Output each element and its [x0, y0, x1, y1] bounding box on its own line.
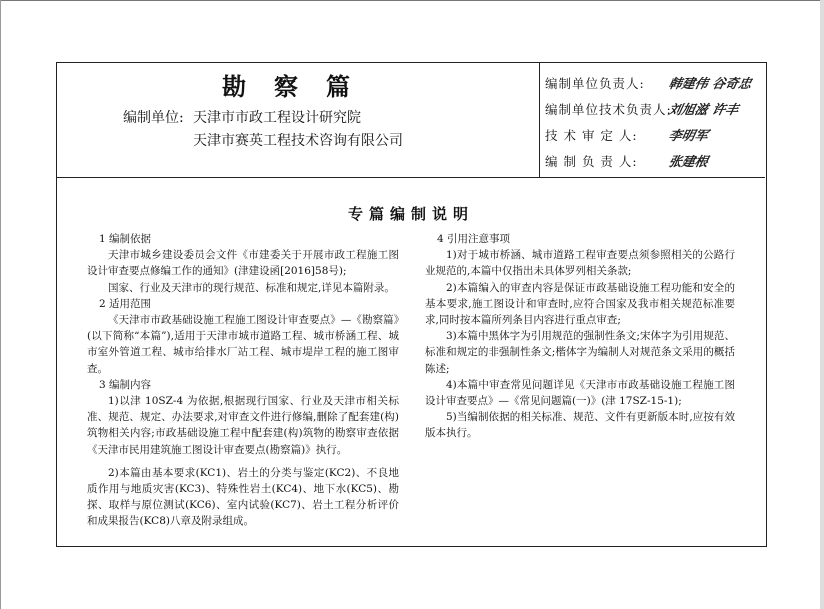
page-left-border — [0, 0, 1, 609]
signature-label: 编制单位负责人: — [545, 76, 645, 91]
paragraph: 国家、行业及天津市的现行规范、标准和规定,详见本篇附录。 — [108, 281, 395, 294]
signature-row-tech-head — [545, 99, 739, 118]
paragraph: 3)本篇中黑体字为引用规范的强制性条文;宋体字为引用规范、标准和规定的非强制性条文;楷体字为编制人对规范条文采用的概括陈述; — [425, 330, 735, 375]
signature-name: 韩建伟 谷奇忠 — [666, 77, 753, 92]
signature-name: 刘旭滋 许丰 — [666, 103, 740, 118]
org-name-1: 天津市市政工程设计研究院 — [193, 110, 361, 126]
signature-row-unit-head — [545, 73, 752, 92]
left-column — [87, 231, 399, 530]
paragraph: 1)以津 10SZ-4 为依据,根据现行国家、行业及天津市相关标准、规范、规定、办法要求,对审查文件进行修编,删除了配套建(构)筑物相关内容;市政基础设施工程中配套建(构)筑物的勘察审查依据《天津市民用建筑施工图设计审查要点(勘察篇)》执行。 — [87, 395, 399, 456]
page-top-border — [0, 0, 824, 1]
signature-row-editor — [545, 151, 708, 170]
section-title-scope: 2 适用范围 — [99, 297, 152, 310]
title-block-left — [57, 63, 540, 177]
section-title-basis: 1 编制依据 — [99, 233, 152, 245]
section-title-notes: 4 引用注意事项 — [437, 233, 511, 245]
signature-label: 技 术 审 定 人: — [545, 128, 638, 143]
paragraph: 《天津市市政基础设施工程施工图设计审查要点》—《勘察篇》(以下简称“本篇”),适用于天津市城市道路工程、城市桥涵工程、城市室外管道工程、城市给排水厂站工程、城市堤岸工程的施工图审查。 — [87, 314, 399, 375]
signature-label: 编制单位技术负责人: — [545, 102, 672, 117]
org-label: 编制单位: — [123, 110, 184, 126]
paragraph: 2)本篇编入的审查内容是保证市政基础设施工程功能和安全的基本要求,施工图设计和审查时,应符合国家及我市相关规范标准要求,同时按本篇所列条目内容进行重点审查; — [425, 281, 735, 327]
paragraph: 4)本篇中审查常见问题详见《天津市市政基础设施工程施工图设计审查要点》—《常见问题篇(一)》(津 17SZ-15-1); — [425, 378, 735, 408]
right-column — [425, 231, 735, 442]
signature-row-reviewer — [545, 125, 708, 144]
signature-name: 张建根 — [666, 155, 710, 170]
paragraph: 天津市城乡建设委员会文件《市建委关于开展市政工程施工图设计审查要点修编工作的通知》(津建设函[2016]58号); — [87, 249, 399, 278]
document-title: 勘察篇 — [222, 72, 378, 101]
paragraph: 5)当编制依据的相关标准、规范、文件有更新版本时,应按有效版本执行。 — [425, 411, 735, 440]
section-heading: 专篇编制说明 — [347, 205, 474, 223]
document-body — [57, 179, 765, 546]
paragraph: 1)对于城市桥涵、城市道路工程审查要点须参照相关的公路行业规范的,本篇中仅指出未具体罗列相关条款; — [425, 249, 735, 278]
signature-label: 编 制 负 责 人: — [545, 154, 638, 169]
signature-name: 李明军 — [666, 129, 710, 144]
section-title-content: 3 编制内容 — [99, 378, 152, 391]
title-block — [57, 63, 765, 178]
paragraph: 2)本篇由基本要求(KC1)、岩土的分类与鉴定(KC2)、不良地质作用与地质灾害(KC3)、特殊性岩土(KC4)、地下水(KC5)、勘探、取样与原位测试(KC6)、室内试验(KC7)、岩土工程分析评价和成果报告(KC8)八章及附录组成。 — [87, 466, 399, 528]
page-right-shadow — [820, 0, 824, 609]
document-sheet — [56, 62, 767, 547]
org-name-2: 天津市赛英工程技术咨询有限公司 — [193, 133, 403, 149]
